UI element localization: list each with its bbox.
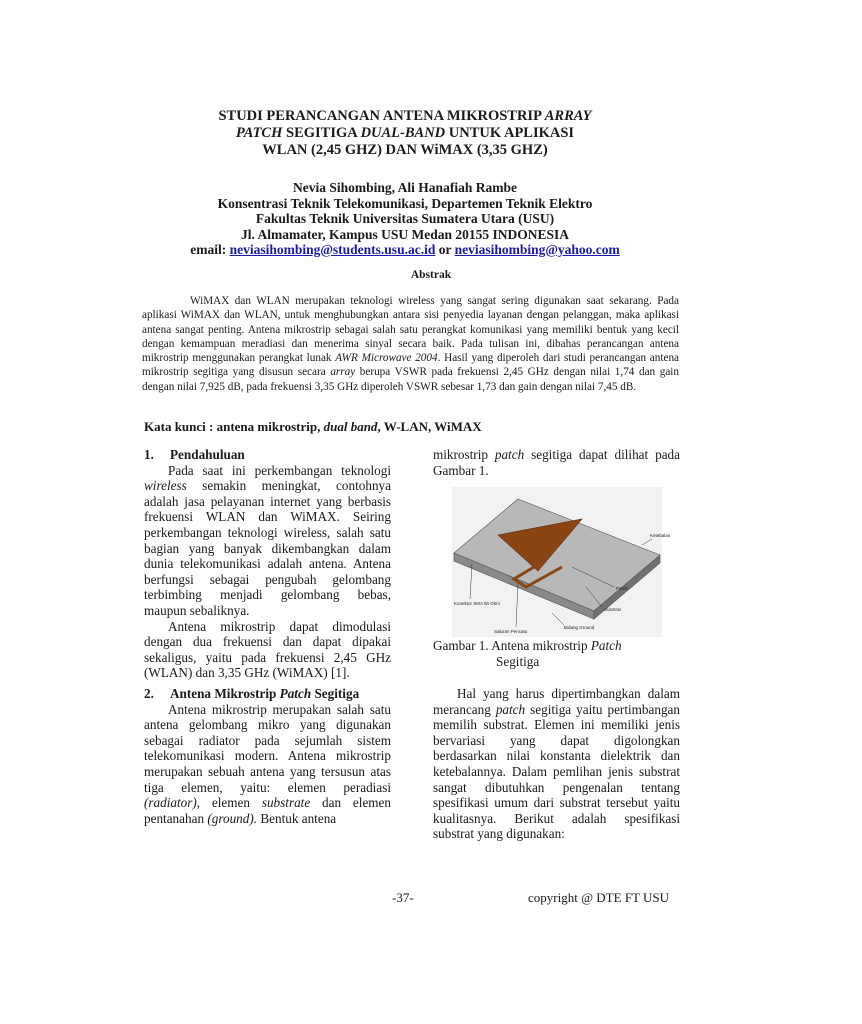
para-text: Hal yang harus dipertimbangkan dalam merancang	[433, 686, 680, 717]
title-text: SEGITIGA	[282, 125, 361, 141]
para-italic: patch	[495, 701, 526, 717]
para-italic: substrate	[261, 795, 311, 811]
section-1-paragraph-2: Antena mikrostrip dapat dimodulasi dengan dua frekuensi dan dapat dipakai sekaligus, yaitu pada frekuensi 2,45 GHz (WLAN) dan 3,35 GHz (WiMAX) [1].	[144, 618, 391, 681]
para-text: Pada saat ini perkembangan teknologi	[168, 462, 391, 478]
section-1-paragraph-1	[144, 463, 391, 619]
para-text: dan elemen pentanahan	[144, 795, 391, 826]
author-names: Nevia Sihombing, Ali Hanafiah Rambe	[293, 180, 517, 195]
email-line	[100, 242, 710, 258]
title-text: UNTUK APLIKASI	[445, 125, 575, 141]
keywords-italic: dual band	[323, 419, 378, 434]
figure-caption	[433, 638, 622, 670]
para-text: mikrostrip	[433, 447, 495, 462]
email-link-1[interactable]: neviasihombing@students.usu.ac.id	[229, 242, 436, 257]
title-italic: ARRAY	[544, 108, 592, 124]
para-text: semakin meningkat, contohnya adalah jasa pelayanan internet yang berbasis frekuensi WLAN dan WiMAX. Seiring perkembangan teknologi wireless, salah satu bagian yang banyak dikembangkan dalam dunia telekomunikasi adalah antena. Antena berfungsi sebagai pengubah gelombang terbimbing menjadi gelombang bebas, maupun sebaliknya.	[144, 478, 391, 618]
paper-title	[100, 108, 710, 159]
caption-text: Gambar 1. Antena mikrostrip	[433, 638, 591, 653]
abstract-text: WiMAX dan WLAN merupakan teknologi wireless yang sangat sering digunakan saat sekarang. Pada aplikasi WiMAX dan WLAN, untuk menghubungkan antara sisi penyedia layanan dengan pelanggan, maka aplikasi antena sangat penting. Antena mikrostrip sebagai salah satu perangkat komunikasi yang memiliki bentuk yang kecil dengan kemampuan meradiasi dan menerima sinyal secara baik. Pada tulisan ini, dibahas perancangan antena mikrostrip menggunakan perangkat lunak	[142, 295, 679, 365]
title-italic: DUAL-BAND	[360, 125, 446, 141]
para-text: Bentuk antena	[257, 810, 337, 826]
section-number: 2.	[144, 686, 154, 701]
section-2-paragraph-1	[144, 702, 391, 827]
keywords-text: , W-LAN, WiMAX	[377, 419, 482, 434]
label-thickness: Ketebalan	[650, 533, 671, 538]
section-title: Pendahuluan	[170, 447, 245, 462]
abstract-body	[142, 294, 679, 394]
para-text: segitiga yaitu pertimbangan memilih substrat. Elemen ini memiliki jenis bervariasi yang dapat digolongkan berdasarkan nilai konstanta dielektrik dan ketebalannya. Dalam pemlihan jenis substrat sangat dibutuhkan pengenalan tentang spesifikasi umum dari substrat tersebut yaitu kualitasnya. Berikut adalah spesifikasi substrat yang digunakan:	[433, 701, 680, 842]
section-number: 1.	[144, 447, 154, 462]
label-connector: Konektor SMA 50 Ohm	[454, 601, 501, 606]
title-italic: PATCH	[235, 125, 283, 141]
page-number: -37-	[392, 890, 414, 905]
right-col-paragraph	[433, 686, 680, 842]
title-text: STUDI PERANCANGAN ANTENA MIKROSTRIP	[218, 108, 545, 124]
abstract-heading: Abstrak	[410, 269, 452, 281]
email-label: email:	[190, 242, 230, 257]
section-1-heading	[144, 447, 391, 463]
label-feed: Saluran Pencatu	[494, 629, 528, 634]
abstract-italic: AWR Microwave 2004	[335, 352, 438, 365]
antenna-figure	[452, 487, 671, 637]
abstract-text: . Hasil yang diperoleh dari studi perancangan antena mikrostrip segitiga yang disusun secara	[142, 352, 679, 379]
title-line-3: WLAN (2,45 GHZ) DAN WiMAX (3,35 GHZ)	[262, 142, 548, 158]
section-title-italic: Patch	[279, 686, 312, 701]
right-col-intro	[433, 447, 680, 478]
address: Jl. Almamater, Kampus USU Medan 20155 INDONESIA	[240, 226, 570, 242]
affiliation-2: Fakultas Teknik Universitas Sumatera Utara (USU)	[255, 211, 555, 226]
section-title: Antena Mikrostrip	[170, 686, 280, 701]
abstract-italic: array	[330, 366, 356, 379]
caption-line-2: Segitiga	[496, 654, 540, 669]
keywords-text: Kata kunci : antena mikrostrip,	[144, 419, 324, 434]
author-block	[100, 180, 710, 258]
keywords	[144, 419, 482, 435]
label-ground: Bidang Ground	[564, 625, 595, 630]
caption-italic: Patch	[590, 638, 622, 653]
para-text: Antena mikrostrip merupakan salah satu antena gelombang mikro yang digunakan sebagai radiator pada sejumlah sistem telekomunikasi modern. Antena mikrostrip merupakan sebuah antena yang tersusun atas tiga elemen, yaitu: elemen peradiasi	[144, 701, 391, 795]
email-or: or	[435, 242, 455, 257]
para-text: , elemen	[196, 795, 262, 811]
section-2	[144, 686, 391, 826]
section-title: Segitiga	[311, 686, 360, 701]
affiliation-1: Konsentrasi Teknik Telekomunikasi, Departemen Teknik Elektro	[217, 195, 593, 211]
label-patch: Patch	[616, 586, 628, 591]
email-link-2[interactable]: neviasihombing@yahoo.com	[454, 242, 620, 257]
abstract-text: berupa VSWR pada frekuensi 2,45 GHz dengan nilai 1,74 dan gain dengan nilai 7,925 dB, pada frekuensi 3,35 GHz diperoleh VSWR sebesar 1,73 dan gain dengan nilai 7,45 dB.	[142, 366, 680, 393]
para-text: segitiga dapat dilihat pada Gambar 1.	[433, 447, 680, 478]
label-substrate: Substrat	[604, 607, 621, 612]
para-italic: (ground).	[207, 810, 258, 826]
para-italic: (radiator)	[144, 795, 197, 811]
para-italic: wireless	[144, 478, 187, 494]
section-1	[144, 447, 391, 681]
copyright: copyright @ DTE FT USU	[528, 890, 670, 905]
section-2-heading	[144, 686, 391, 702]
para-italic: patch	[494, 447, 525, 462]
